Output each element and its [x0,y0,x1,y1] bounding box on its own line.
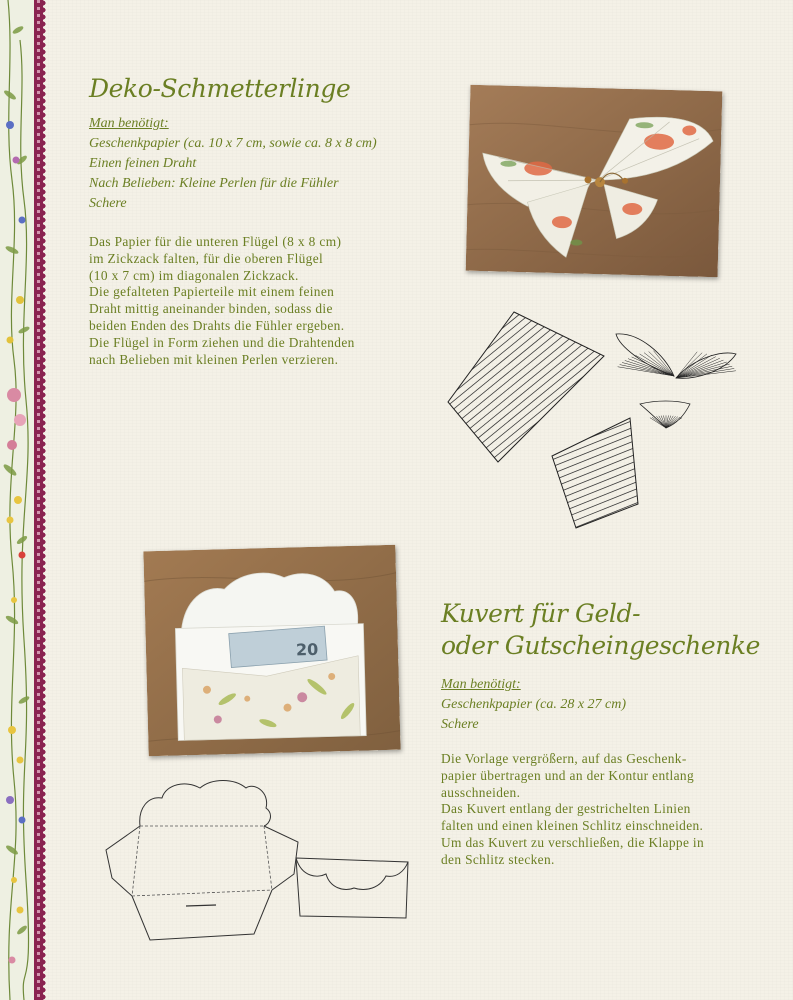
material-item: Geschenkpapier (ca. 28 x 27 cm) [441,697,627,712]
ribbon-scallop-edge [43,0,48,1000]
butterfly-fold-diagram [444,306,744,530]
material-item: Nach Belieben: Kleine Perlen für die Fühler [89,176,339,191]
butterfly-instructions [89,234,355,368]
butterfly-materials [89,114,377,214]
envelope-title-line: oder Gutscheingeschenke [441,631,761,660]
instruction-line: Das Papier für die unteren Flügel (8 x 8 cm) [89,234,342,249]
envelope-title-line: Kuvert für Geld- [441,599,641,628]
instruction-line: Um das Kuvert zu verschließen, die Klappe in [441,834,705,850]
butterfly-materials-heading: Man benötigt: [89,116,169,131]
instruction-line: beiden Enden des Drahts die Fühler ergeben. [89,317,345,333]
instruction-line: papier übertragen und an der Kontur entlang [441,767,695,783]
banknote-value: 20 [295,639,319,660]
envelope-materials-heading: Man benötigt: [441,677,521,692]
instruction-line: Die gefalteten Papierteile mit einem feinen [89,284,335,300]
instruction-line: nach Belieben mit kleinen Perlen verzieren. [89,351,339,367]
material-item: Einen feinen Draht [89,156,197,171]
instruction-line: Die Vorlage vergrößern, auf das Geschenk- [441,751,687,766]
envelope-instructions [441,751,704,869]
material-item: Schere [89,196,127,211]
material-item: Geschenkpapier (ca. 10 x 7 cm, sowie ca. 8 x 8 cm) [89,136,377,151]
floral-border [0,0,34,1000]
instruction-line: im Zickzack falten, für die oberen Flügel [89,250,324,266]
instruction-line: Die Flügel in Form ziehen und die Drahtenden [89,334,355,350]
butterfly-title: Deko-Schmetterlinge [89,74,351,103]
instruction-line: Draht mittig aneinander binden, sodass die [89,301,333,317]
envelope-template-diagram [104,778,414,944]
instruction-line: ausschneiden. [441,784,521,800]
butterfly-photo [466,85,723,278]
instruction-line: (10 x 7 cm) im diagonalen Zickzack. [89,267,299,283]
floral-illustration [0,0,34,1000]
envelope-photo [143,545,400,757]
envelope-title [441,598,760,662]
material-item: Schere [441,717,479,732]
instruction-line: falten und einen kleinen Schlitz einschneiden. [441,818,704,834]
envelope-materials [441,675,626,735]
instruction-line: Das Kuvert entlang der gestrichelten Linien [441,801,691,817]
ribbon-stitching [37,0,40,1000]
instruction-line: den Schlitz stecken. [441,851,555,867]
